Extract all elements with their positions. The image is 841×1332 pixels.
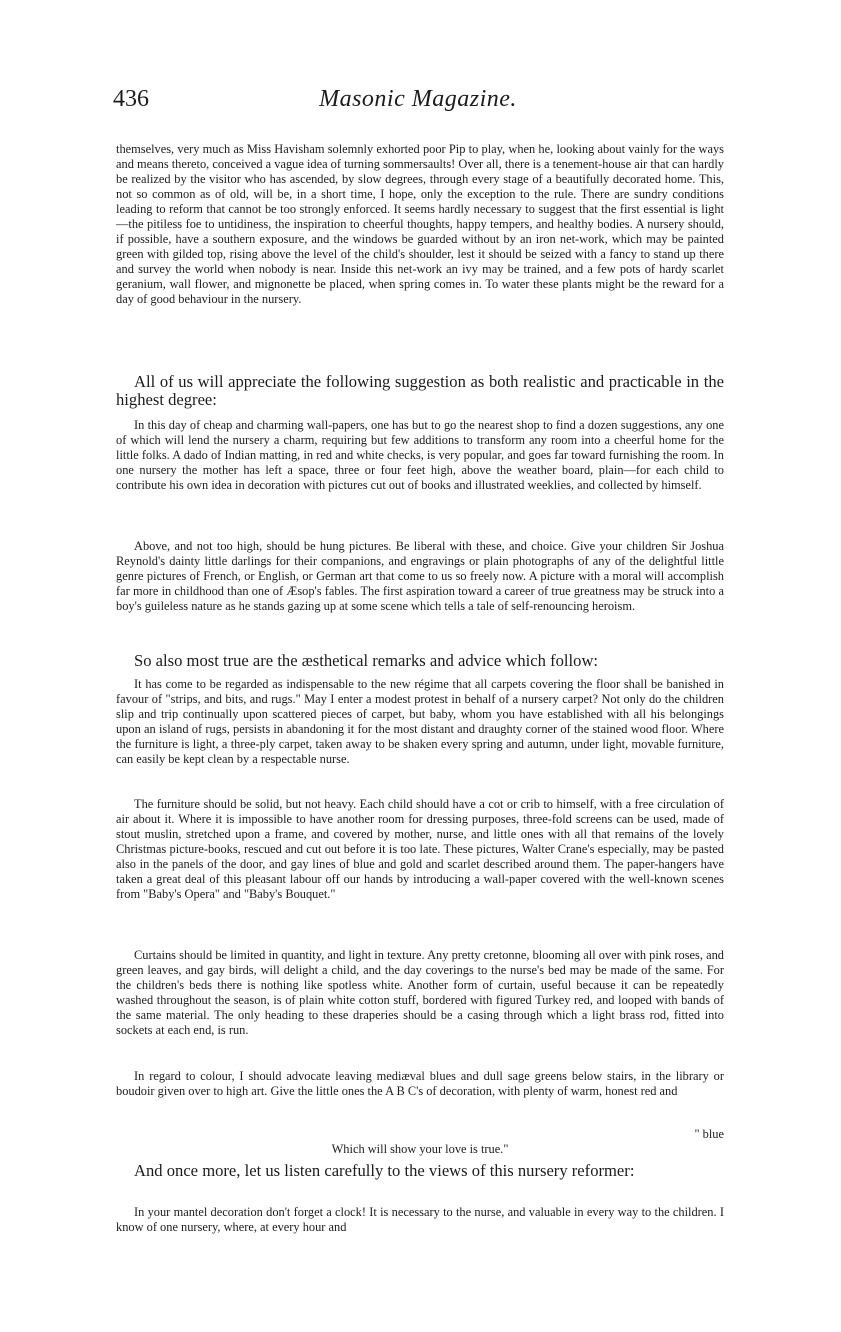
- quote-3-paragraph: In your mantel decoration don't forget a clock! It is necessary to the nurse, and valuable in every way to the children. I know of one nursery, where, at every hour and: [116, 1205, 724, 1235]
- opening-paragraph: themselves, very much as Miss Havisham solemnly exhorted poor Pip to play, when he, looking about vainly for the ways and means thereto, conceived a vague idea of turning sommersaults! Over all, there is a tenement-house air that can hardly be realized by the visitor who has ascended, by slow degrees, through every stage of a beautifully decorated home. This, not so common as of old, will be, in a short time, I hope, only the exception to the rule. There are sundry conditions leading to reform that cannot be too strongly enforced. It seems hardly necessary to suggest that the first essential is light—the pitiless foe to untidiness, the inspiration to cheerful thoughts, happy tempers, and healthy bodies. A nursery should, if possible, have a southern exposure, and the windows be guarded without by an iron net-work, which may be painted green with gilded top, rising above the level of the child's shoulder, lest it should be seized with a fancy to stand up there and survey the world when nobody is near. Inside this net-work an ivy may be trained, and a few pots of hardy scarlet geranium, wall flower, and mignonette be placed, when spring comes in. To water these plants might be the reward for a day of good behaviour in the nursery.: [116, 142, 724, 307]
- quote-1-paragraph-b: Above, and not too high, should be hung pictures. Be liberal with these, and choice. Give your children Sir Joshua Reynold's dainty little darlings for their companions, and engravings or plain photographs of any of the delightful little genre pictures of French, or English, or German art that come to us so freely now. A picture with a moral will accomplish far more in childhood than one of Æsop's fables. The first aspiration toward a career of true greatness may be struck into a boy's guileless nature as he stands gazing up at some scene which tells a tale of self-renouncing heroism.: [116, 539, 724, 614]
- intro-paragraph-1: All of us will appreciate the following suggestion as both realistic and practicable in the highest degree:: [116, 372, 724, 409]
- quote-1-paragraph-a: In this day of cheap and charming wall-papers, one has but to go the nearest shop to find a dozen suggestions, any one of which will lend the nursery a charm, requiring but few additions to transform any room into a cheerful home for the little folks. A dado of Indian matting, in red and white checks, is very popular, and goes far toward furnishing the room. In one nursery the mother has left a space, three or four feet high, above the weather board, plain—for each child to contribute his own idea in decoration with pictures cut out of books and illustrated weeklies, and collected by himself.: [116, 418, 724, 493]
- quote-2-paragraph-a: It has come to be regarded as indispensable to the new régime that all carpets covering the floor shall be banished in favour of "strips, and bits, and rugs." May I enter a modest protest in behalf of a nursery carpet? Not only do the children slip and trip continually upon scattered pieces of carpet, but baby, whom you have established with all his belongings upon an island of rugs, persists in abandoning it for the most distant and draughty corner of the stained wood floor. Where the furniture is light, a three-ply carpet, taken away to be shaken every spring and autumn, under light, movable furniture, can easily be kept clean by a respectable nurse.: [116, 677, 724, 767]
- quote-2-paragraph-b: The furniture should be solid, but not heavy. Each child should have a cot or crib to himself, with a free circulation of air about it. Where it is impossible to have another room for dressing purposes, three-fold screens can be used, made of stout muslin, stretched upon a frame, and covered by mother, nurse, and little ones with all that remains of the lovely Christmas picture-books, rescued and cut out before it is too late. These pictures, Walter Crane's especially, may be pasted also in the panels of the door, and gay lines of blue and gold and scarlet described around them. The paper-hangers have taken a great deal of this pleasant labour off our hands by introducing a wall-paper covered with the well-known scenes from "Baby's Opera" and "Baby's Bouquet.": [116, 797, 724, 902]
- verse-line-1: " blue: [694, 1127, 724, 1141]
- running-title: Masonic Magazine.: [319, 86, 517, 112]
- quote-2-paragraph-c: Curtains should be limited in quantity, and light in texture. Any pretty cretonne, blooming all over with pink roses, and green leaves, and gay birds, will delight a child, and the day coverings to the nurse's bed may be made of the same. For the children's beds there is nothing like spotless white. Another form of curtain, useful because it can be repeatedly washed throughout the season, is of plain white cotton stuff, bordered with figured Turkey red, and looped with bands of the same material. The only heading to these draperies should be a casing through which a light brass rod, fitted into sockets at each end, is run.: [116, 948, 724, 1038]
- verse-line-2: Which will show your love is true.": [331, 1142, 509, 1156]
- page-header: [113, 86, 723, 120]
- intro-paragraph-2: So also most true are the æsthetical remarks and advice which follow:: [134, 651, 599, 670]
- page-number: 436: [113, 86, 149, 112]
- quote-2-paragraph-d: In regard to colour, I should advocate leaving mediæval blues and dull sage greens below stairs, in the library or boudoir given over to high art. Give the little ones the A B C's of decoration, with plenty of warm, honest red and: [116, 1069, 724, 1099]
- intro-paragraph-3: And once more, let us listen carefully to the views of this nursery reformer:: [134, 1161, 635, 1180]
